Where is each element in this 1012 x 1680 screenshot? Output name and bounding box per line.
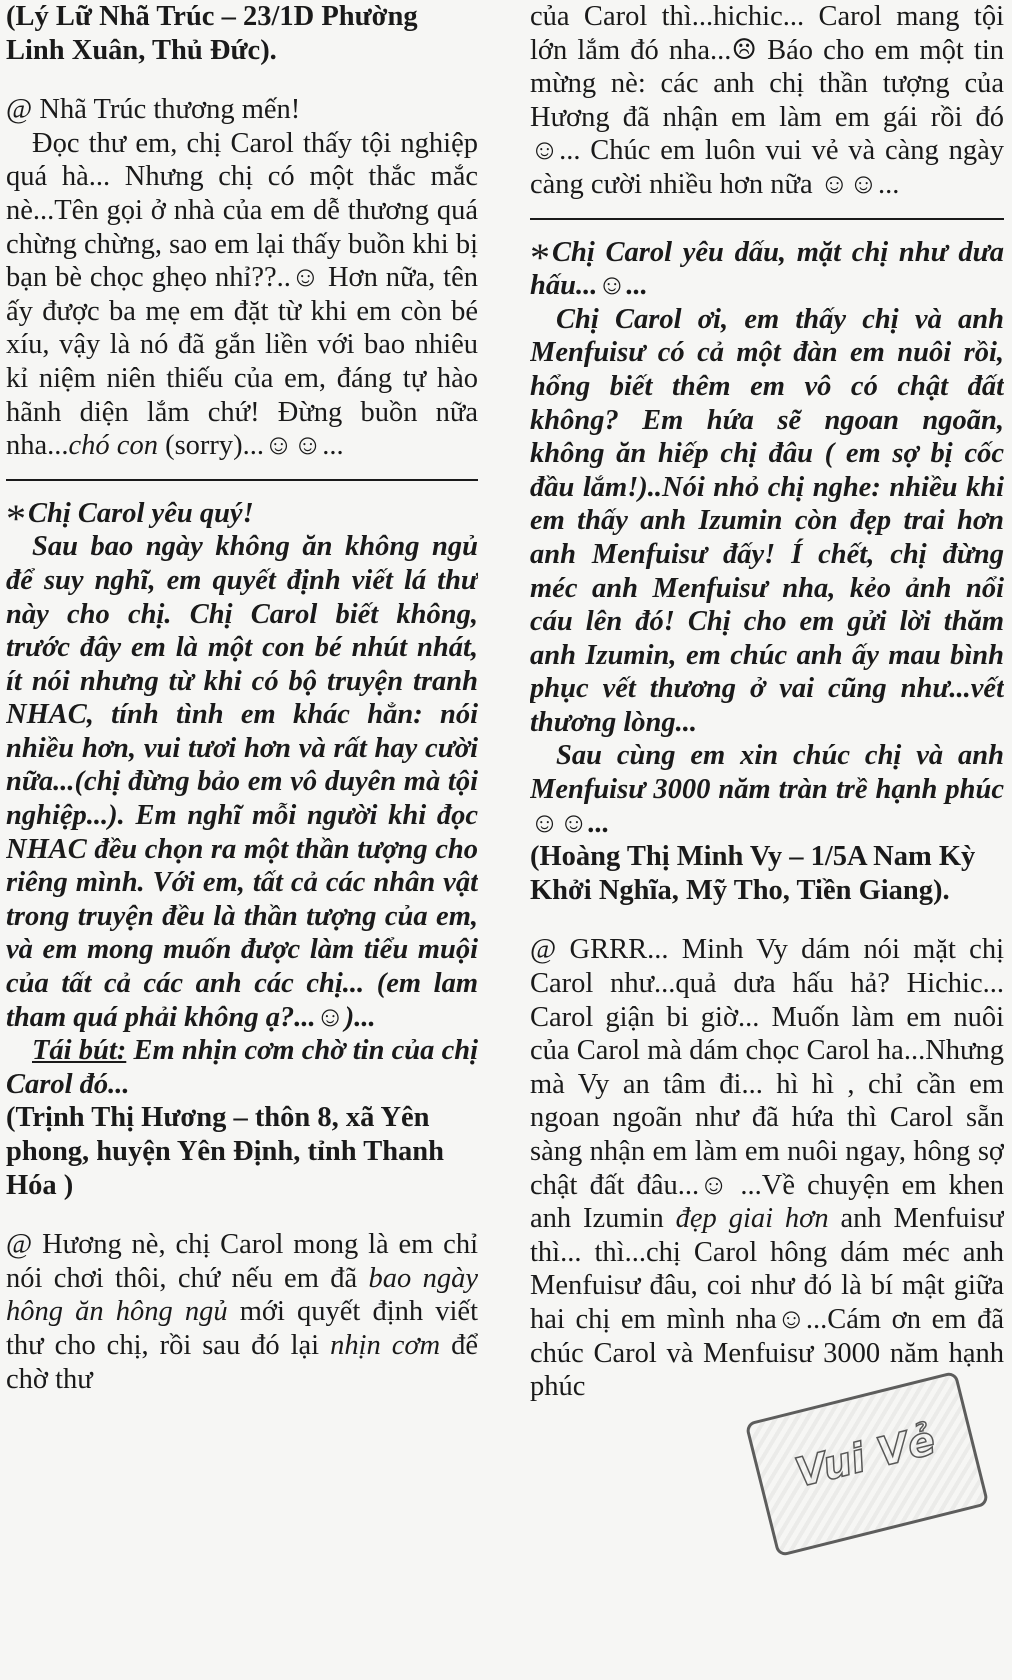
letter-wish-minh-vy: Sau cùng em xin chúc chị và anh Menfuisư 3000 năm tràn trề hạnh phúc ☺☺... [530, 740, 1004, 839]
letter-ps-huong [6, 1034, 478, 1101]
reply-text: mới quyết định viết thư cho chị, rồi sau đó lại [6, 1296, 478, 1361]
reply-text: anh Menfuisư thì... thì...chị Carol hông dám méc anh Menfuisư đâu, coi như đó là bí mật giữa hai chị em mình nha☺...Cám ơn em đã chúc Carol và Menfuisư 3000 năm hạnh phúc [530, 1203, 1004, 1403]
spacer [530, 907, 1004, 933]
reply-body-minh-vy [530, 933, 1004, 1403]
signature-nha-truc: (Lý Lữ Nhã Trúc – 23/1D Phường Linh Xuân, Thủ Đức). [6, 1, 418, 66]
reply-italic-phrase: bao ngày hông ăn hông ngủ [6, 1262, 478, 1328]
reply-italic-phrase: nhịn cơm [330, 1329, 441, 1361]
reply-text-end: (sorry)...☺☺... [157, 430, 344, 462]
reply-text: để chờ thư [6, 1329, 478, 1395]
letter-salutation-huong [6, 495, 478, 541]
left-column [6, 0, 478, 1680]
salutation-text: Chị Carol yêu quý! [28, 497, 254, 529]
letter-salutation-minh-vy [530, 236, 1004, 303]
ps-label: Tái bút: [32, 1035, 127, 1067]
spacer [6, 1202, 478, 1228]
section-divider [530, 218, 1004, 220]
reply-salutation-nha-truc: @ Nhã Trúc thương mến! [6, 94, 301, 126]
reply-italic-phrase: đẹp giai hơn [675, 1203, 829, 1235]
section-divider [6, 479, 478, 481]
letter-body-minh-vy: Chị Carol ơi, em thấy chị và anh Menfuisư có cả một đàn em nuôi rồi, hổng biết thêm em vô có chật đất không? Em hứa sẽ ngoan ngoãn, không ăn hiếp chị đâu ( em sợ bị cốc đầu lắm!)..Nói nhỏ chị nghe: nhiều khi em thấy anh Izumin còn đẹp trai hơn anh Menfuisư đấy! Í chết, chị đừng méc anh Menfuisư nha, kẻo ảnh nổi cáu lên đó! Chị cho em gửi lời thăm anh Izumin, em chúc anh ấy mau bình phục vết thương ở vai cũng như...vết thương lòng... [530, 303, 1004, 738]
signature-minh-vy: (Hoàng Thị Minh Vy – 1/5A Nam Kỳ Khởi Nghĩa, Mỹ Tho, Tiền Giang). [530, 841, 976, 906]
salutation-text: Chị Carol yêu dấu, mặt chị như dưa hấu...☺... [530, 236, 1004, 302]
reply-italic-phrase: chó con [68, 430, 158, 462]
reply-body-huong-continued: của Carol thì...hichic... Carol mang tội lớn lắm đó nha...☹ Báo cho em một tin mừng nè: các anh chị thần tượng của Hương đã nhận em làm em gái rồi đó☺... Chúc em luôn vui vẻ và càng ngày càng cười nhiều hơn nữa ☺☺... [530, 1, 1004, 200]
letter-body-huong: Sau bao ngày không ăn không ngủ để suy nghĩ, em quyết định viết lá thư này cho chị. Chị Carol biết không, trước đây em là một con bé nhút nhát, ít nói nhưng từ khi có bộ truyện tranh NHAC, tính tình em khác hẳn: nói nhiều hơn, vui tươi hơn và rất hay cười nữa...(chị đừng bảo em vô duyên mà tội nghiệp...). Em nghĩ mỗi người khi đọc NHAC đều chọn ra một thần tượng cho riêng mình. Với em, tất cả các nhân vật trong truyện đều là thần tượng của em, và em mong muốn được làm tiểu muội của tất cả các anh các chị... (em lam tham quá phải không ạ?...☺)... [6, 531, 478, 1033]
asterisk-icon: * [530, 234, 550, 280]
reply-text: @ GRRR... Minh Vy dám nói mặt chị Carol như...quả dưa hấu hả? Hichic... Carol giận bi giờ... Muốn làm em nuôi của Carol mà dám chọc Carol ha...Nhưng mà Vy an tâm đi... hì hì , chỉ cần em ngoan ngoãn như đã hứa thì Carol sẵn sàng nhận em làm em nuôi ngay, hông sợ chật đất đâu...☺ ...Về chuyện em khen anh Izumin [530, 934, 1004, 1235]
reply-body-nha-truc [6, 127, 478, 463]
asterisk-icon: * [6, 495, 26, 541]
reply-text: Đọc thư em, chị Carol thấy tội nghiệp quá hà... Nhưng chị có một thắc mắc nè...Tên gọi ở nhà của em dễ thương quá chừng chừng, sao em lại thấy buồn khi bị bạn bè chọc ghẹo nhỉ??..☺ Hơn nữa, tên ấy được ba mẹ em đặt từ khi em còn bé xíu, vậy là nó đã gắn liền với bao nhiêu kỉ niệm niên thiếu của em, đáng tự hào hãnh diện lắm chứ! Đừng buồn nữa nha... [6, 127, 478, 462]
reply-body-huong [6, 1228, 478, 1396]
ps-text: Em nhịn cơm chờ tin của chị Carol đó... [6, 1035, 478, 1100]
signature-huong: (Trịnh Thị Hương – thôn 8, xã Yên phong, huyện Yên Định, tỉnh Thanh Hóa ) [6, 1102, 445, 1201]
spacer [6, 67, 478, 93]
reply-text: @ Hương nè, chị Carol mong là em chỉ nói chơi thôi, chứ nếu em đã [6, 1229, 478, 1294]
watermark-text: Vui Vẻ [790, 1417, 940, 1497]
